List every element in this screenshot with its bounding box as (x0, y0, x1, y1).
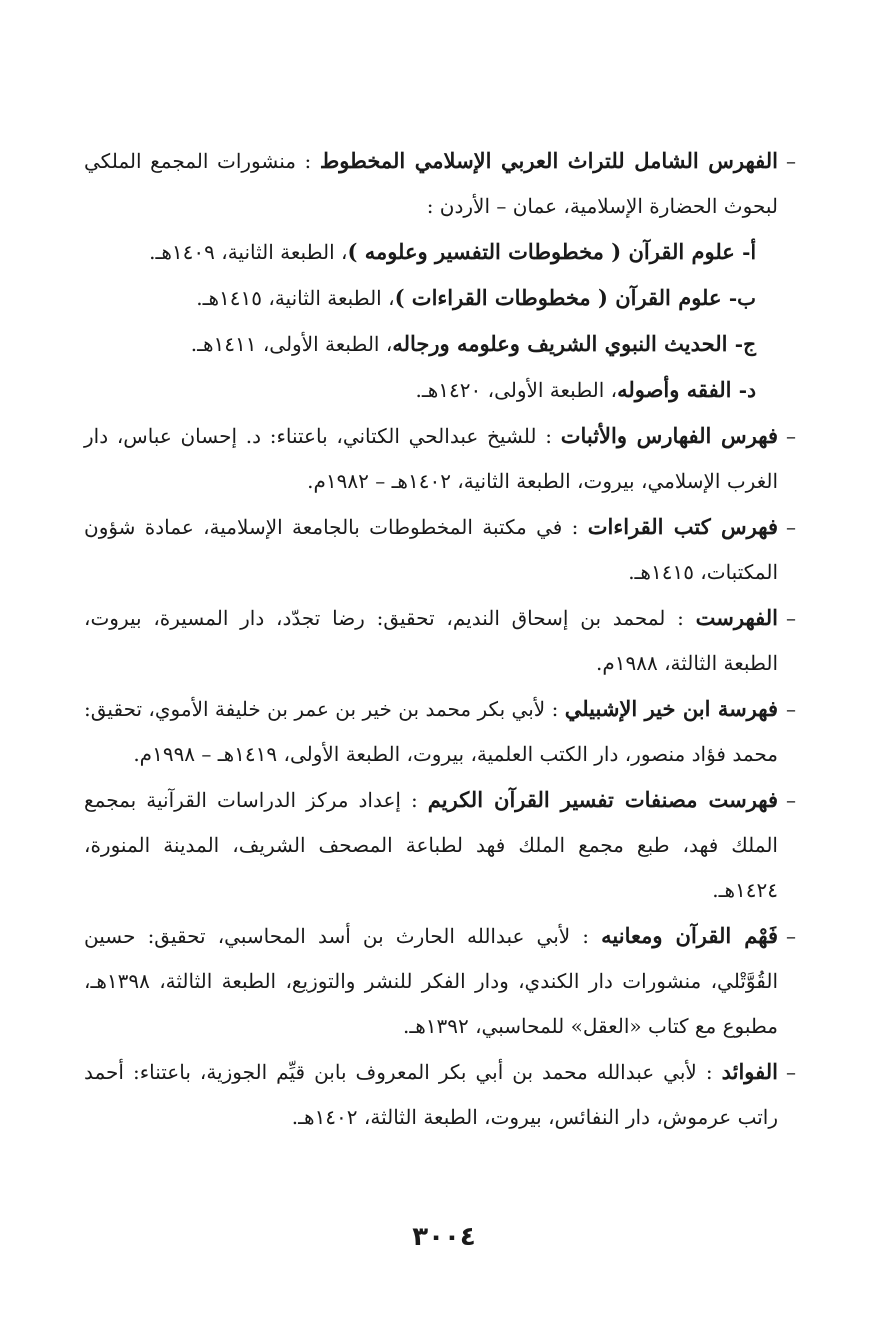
bibliography-entry (84, 686, 796, 777)
sub-entry-text: ، الطبعة الأولى، ١٤٢٠هـ. (415, 378, 618, 402)
entry-dash: – (785, 515, 796, 539)
entry-title: الفهرس الشامل للتراث العربي الإسلامي المخطوط (319, 148, 778, 173)
bibliography-entry (84, 138, 796, 229)
sub-entry (84, 321, 796, 367)
entry-dash: – (786, 924, 797, 948)
entry-title: فهرسة ابن خير الإشبيلي (564, 696, 778, 721)
sub-entry-letter: أ- (742, 240, 756, 264)
sub-entry-text: ، الطبعة الثانية، ١٤٠٩هـ. (149, 240, 348, 264)
bibliography-entry (84, 413, 796, 504)
entry-title: فهرست مصنفات تفسير القرآن الكريم (427, 787, 778, 812)
entry-text: : لأبي بكر محمد بن خير بن عمر بن خليفة الأموي، تحقيق: محمد فؤاد منصور، دار الكتب العلمية، بيروت، الطبعة الأولى، ١٤١٩هـ – ١٩٩٨م. (84, 697, 778, 766)
entry-dash: – (786, 424, 797, 448)
sub-entry-title: علوم القرآن ( مخطوطات التفسير وعلومه ) (347, 239, 743, 264)
sub-entry-title: علوم القرآن ( مخطوطات القراءات ) (394, 285, 729, 310)
entry-dash: – (786, 697, 796, 721)
bibliography-entry (84, 777, 796, 913)
entry-title: فهرس كتب القراءات (587, 514, 778, 539)
entry-title: الفوائد (721, 1059, 778, 1084)
entry-title: الفهرست (695, 605, 778, 630)
bibliography-entry (84, 1049, 796, 1140)
sub-entry (84, 367, 796, 413)
entry-text: : لمحمد بن إسحاق النديم، تحقيق: رضا تجدّد، دار المسيرة، بيروت، الطبعة الثالثة، ١٩٨٨م. (84, 606, 778, 675)
entry-title: فهرس الفهارس والأثبات (560, 423, 779, 448)
sub-entry-letter: د- (738, 378, 756, 402)
sub-entry-letter: ب- (728, 286, 756, 310)
sub-entry-text: ، الطبعة الثانية، ١٤١٥هـ. (196, 286, 395, 310)
sub-entry-title: الفقه وأصوله (617, 377, 739, 402)
sub-entry (84, 275, 796, 321)
sub-entry-title: الحديث النبوي الشريف وعلومه ورجاله (392, 331, 735, 356)
sub-entry-text: ، الطبعة الأولى، ١٤١١هـ. (190, 332, 393, 356)
sub-entry (84, 229, 796, 275)
bibliography-entry (84, 595, 796, 686)
sub-entry-letter: ج- (734, 332, 756, 356)
bibliography-entry (84, 913, 796, 1049)
entry-dash: – (786, 788, 796, 812)
entry-dash: – (786, 1060, 796, 1084)
entry-text: : في مكتبة المخطوطات بالجامعة الإسلامية، عمادة شؤون المكتبات، ١٤١٥هـ. (84, 515, 778, 584)
bibliography-entry (84, 504, 796, 595)
entry-dash: – (786, 606, 796, 630)
entry-dash: – (786, 149, 796, 173)
entry-text: : منشورات المجمع الملكي لبحوث الحضارة الإسلامية، عمان – الأردن : (84, 149, 778, 218)
entry-text: : لأبي عبدالله الحارث بن أسد المحاسبي، تحقيق: حسين القُوَّتْلي، منشورات دار الكندي، ودار الفكر للنشر والتوزيع، الطبعة الثالثة، ١٣٩٨هـ، مطبوع مع كتاب «العقل» للمحاسبي، ١٣٩٢هـ. (84, 924, 778, 1038)
bibliography-list (84, 138, 796, 1140)
entry-title: فَهْم القرآن ومعانيه (601, 923, 779, 948)
entry-text: : لأبي عبدالله محمد بن أبي بكر المعروف بابن قيِّم الجوزية، باعتناء: أحمد راتب عرموش، دار النفائس، بيروت، الطبعة الثالثة، ١٤٠٢هـ. (84, 1060, 778, 1129)
page-number: ٣٠٠٤ (412, 1222, 476, 1252)
entry-text: : للشيخ عبدالحي الكتاني، باعتناء: د. إحسان عباس، دار الغرب الإسلامي، بيروت، الطبعة الثانية، ١٤٠٢هـ – ١٩٨٢م. (84, 424, 778, 493)
entry-text: : إعداد مركز الدراسات القرآنية بمجمع الملك فهد، طبع مجمع الملك فهد لطباعة المصحف الشريف، المدينة المنورة، ١٤٢٤هـ. (84, 788, 778, 902)
